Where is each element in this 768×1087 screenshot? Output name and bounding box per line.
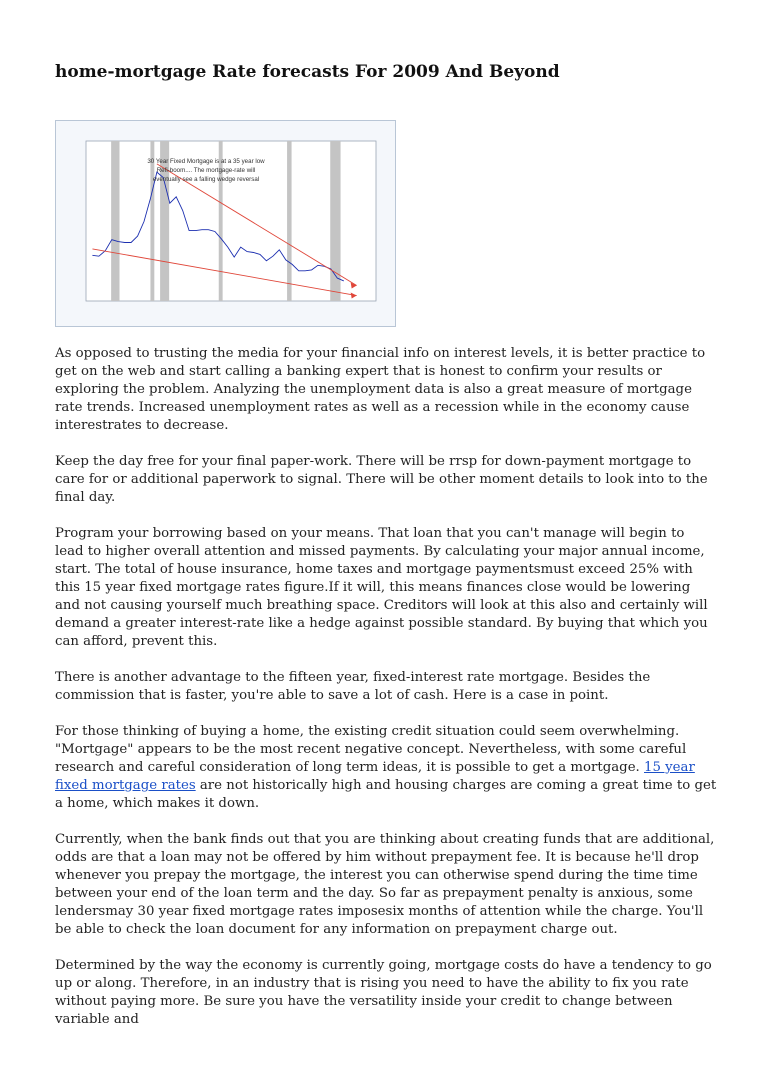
recession-band-2 [150, 141, 154, 301]
chart-annotation-line-1: 30 Year Fixed Mortgage is at a 35 year low [147, 158, 265, 165]
chart-canvas [56, 121, 395, 326]
page-title: home-mortgage Rate forecasts For 2009 And Beyond [55, 62, 560, 82]
recession-band-3 [160, 141, 169, 301]
article-body [55, 345, 717, 1047]
paragraph-4: There is another advantage to the fifteen year, fixed-interest rate mortgage. Besides the commission that is faster, you're able to save a lot of cash. Here is a case in point. [55, 670, 651, 703]
chart-annotation-line-3: eventually see a falling wedge reversal [152, 176, 260, 183]
mortgage-rates-link[interactable]: 15 year fixed mortgage rates [55, 760, 695, 793]
recession-band-5 [287, 141, 292, 301]
paragraph-2: Keep the day free for your final paper-work. There will be rrsp for down-payment mortgage to care for or additional paperwork to signal. There will be other moment details to look into to the final day. [55, 454, 708, 505]
paragraph-1: As opposed to trusting the media for your financial info on interest levels, it is better practice to get on the web and start calling a banking expert that is honest to confirm your results or exploring the problem. Analyzing the unemployment data is also a great measure of mortgage rate trends. Increased unemployment rates as well as a recession while in the economy cause interestrates to decrease. [55, 346, 706, 433]
recession-band-6 [330, 141, 340, 301]
paragraph-6: Currently, when the bank finds out that you are thinking about creating funds that are additional, odds are that a loan may not be offered by him without prepayment fee. It is because he'll drop whenever you prepay the mortgage, the interest you can otherwise spend during the time time between your end of the loan term and the day. So far as prepayment penalty is anxious, some lendersmay 30 year fixed mortgage rates imposesix months of attention while the charge. You'll be able to check the loan document for any information on prepayment charge out. [55, 832, 715, 937]
paragraph-7: Determined by the way the economy is currently going, mortgage costs do have a tendency to go up or along. Therefore, in an industry that is rising you need to have the ability to fix you rate without paying more. Be sure you have the versatility inside your credit to change between variable and [55, 958, 712, 1027]
paragraph-5-text-after: are not historically high and housing charges are coming a great time to get a home, which makes it down. [55, 778, 717, 811]
paragraph-5-text-before: For those thinking of buying a home, the existing credit situation could seem overwhelming. "Mortgage" appears to be the most recent negative concept. Nevertheless, with some careful research and careful consideration of long term ideas, it is possible to get a mortgage. [55, 724, 687, 775]
paragraph-3: Program your borrowing based on your means. That loan that you can't manage will begin to lead to higher overall attention and missed payments. By calculating your major annual income, start. The total of house insurance, home taxes and mortgage paymentsmust exceed 25% with this 15 year fixed mortgage rates figure.If it will, this means finances close would be lowering and not causing yourself much breathing space. Creditors will look at this also and certainly will demand a greater interest-rate like a hedge against possible standard. By buying that which you can afford, prevent this. [55, 526, 708, 649]
paragraph-5 [55, 723, 717, 813]
recession-band-1 [111, 141, 119, 301]
mortgage-rate-chart [55, 120, 396, 327]
chart-annotation-line-2: Refi-boom.... The mortgage-rate will [156, 167, 256, 174]
recession-band-4 [219, 141, 223, 301]
